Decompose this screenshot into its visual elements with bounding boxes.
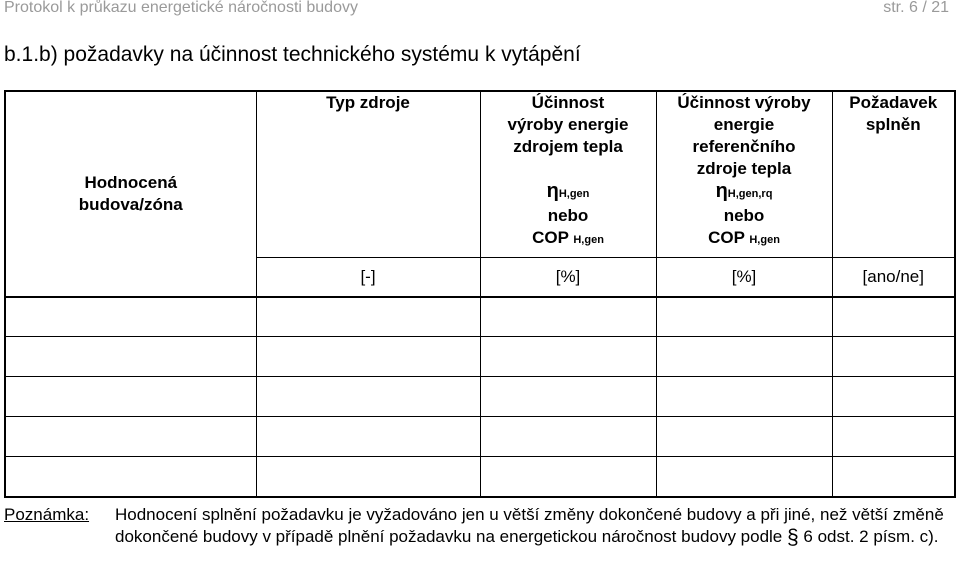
- table-cell: [832, 417, 955, 457]
- note-text: Hodnocení splnění požadavku je vyžadováno jen u větší změny dokončené budovy a při jiné, než větší změně dokončené budovy v případě plnění požadavku na energetickou náročnost budovy podle § 6 odst. 2 písm. c).: [115, 505, 944, 549]
- table-cell: [832, 297, 955, 337]
- table-cell: [656, 297, 832, 337]
- table-row: [5, 377, 955, 417]
- table-cell: [5, 297, 256, 337]
- table-row: [5, 417, 955, 457]
- table-cell: [480, 377, 656, 417]
- table-cell: [5, 377, 256, 417]
- requirement-met-header: Požadavek splněn: [832, 91, 955, 257]
- table-cell: [480, 337, 656, 377]
- zone-header: Hodnocená budova/zóna: [5, 91, 256, 297]
- note-label: Poznámka:: [4, 505, 90, 524]
- unit-reference: [%]: [656, 257, 832, 297]
- table-cell: [256, 337, 480, 377]
- requirements-table: [4, 90, 956, 498]
- table-cell: [5, 337, 256, 377]
- table-cell: [480, 417, 656, 457]
- table-cell: [656, 337, 832, 377]
- document-header-title: Protokol k průkazu energetické náročnosti budovy: [4, 0, 358, 16]
- table-row: [5, 297, 955, 337]
- unit-requirement: [ano/ne]: [832, 257, 955, 297]
- unit-source: [-]: [256, 257, 480, 297]
- table-cell: [656, 417, 832, 457]
- page-number: str. 6 / 21: [883, 0, 949, 16]
- table-cell: [256, 417, 480, 457]
- paragraph-sign: §: [787, 526, 799, 549]
- section-title: b.1.b) požadavky na účinnost technického systému k vytápění: [4, 43, 581, 66]
- table-cell: [256, 377, 480, 417]
- table-cell: [5, 417, 256, 457]
- table-cell: [480, 297, 656, 337]
- table-row: [5, 457, 955, 497]
- table-cell: [5, 457, 256, 497]
- table-cell: [656, 457, 832, 497]
- table-cell: [256, 297, 480, 337]
- table-cell: [832, 457, 955, 497]
- unit-efficiency: [%]: [480, 257, 656, 297]
- efficiency-header: Účinnost výroby energie zdrojem tepla ηH,gen nebo COP H,gen: [480, 91, 656, 257]
- table-cell: [256, 457, 480, 497]
- table-cell: [832, 337, 955, 377]
- table-cell: [832, 377, 955, 417]
- table-cell: [656, 377, 832, 417]
- source-type-header: Typ zdroje: [256, 91, 480, 257]
- table-row: [5, 337, 955, 377]
- reference-efficiency-header: Účinnost výroby energie referenčního zdroje tepla ηH,gen,rq nebo COP H,gen: [656, 91, 832, 257]
- table-cell: [480, 457, 656, 497]
